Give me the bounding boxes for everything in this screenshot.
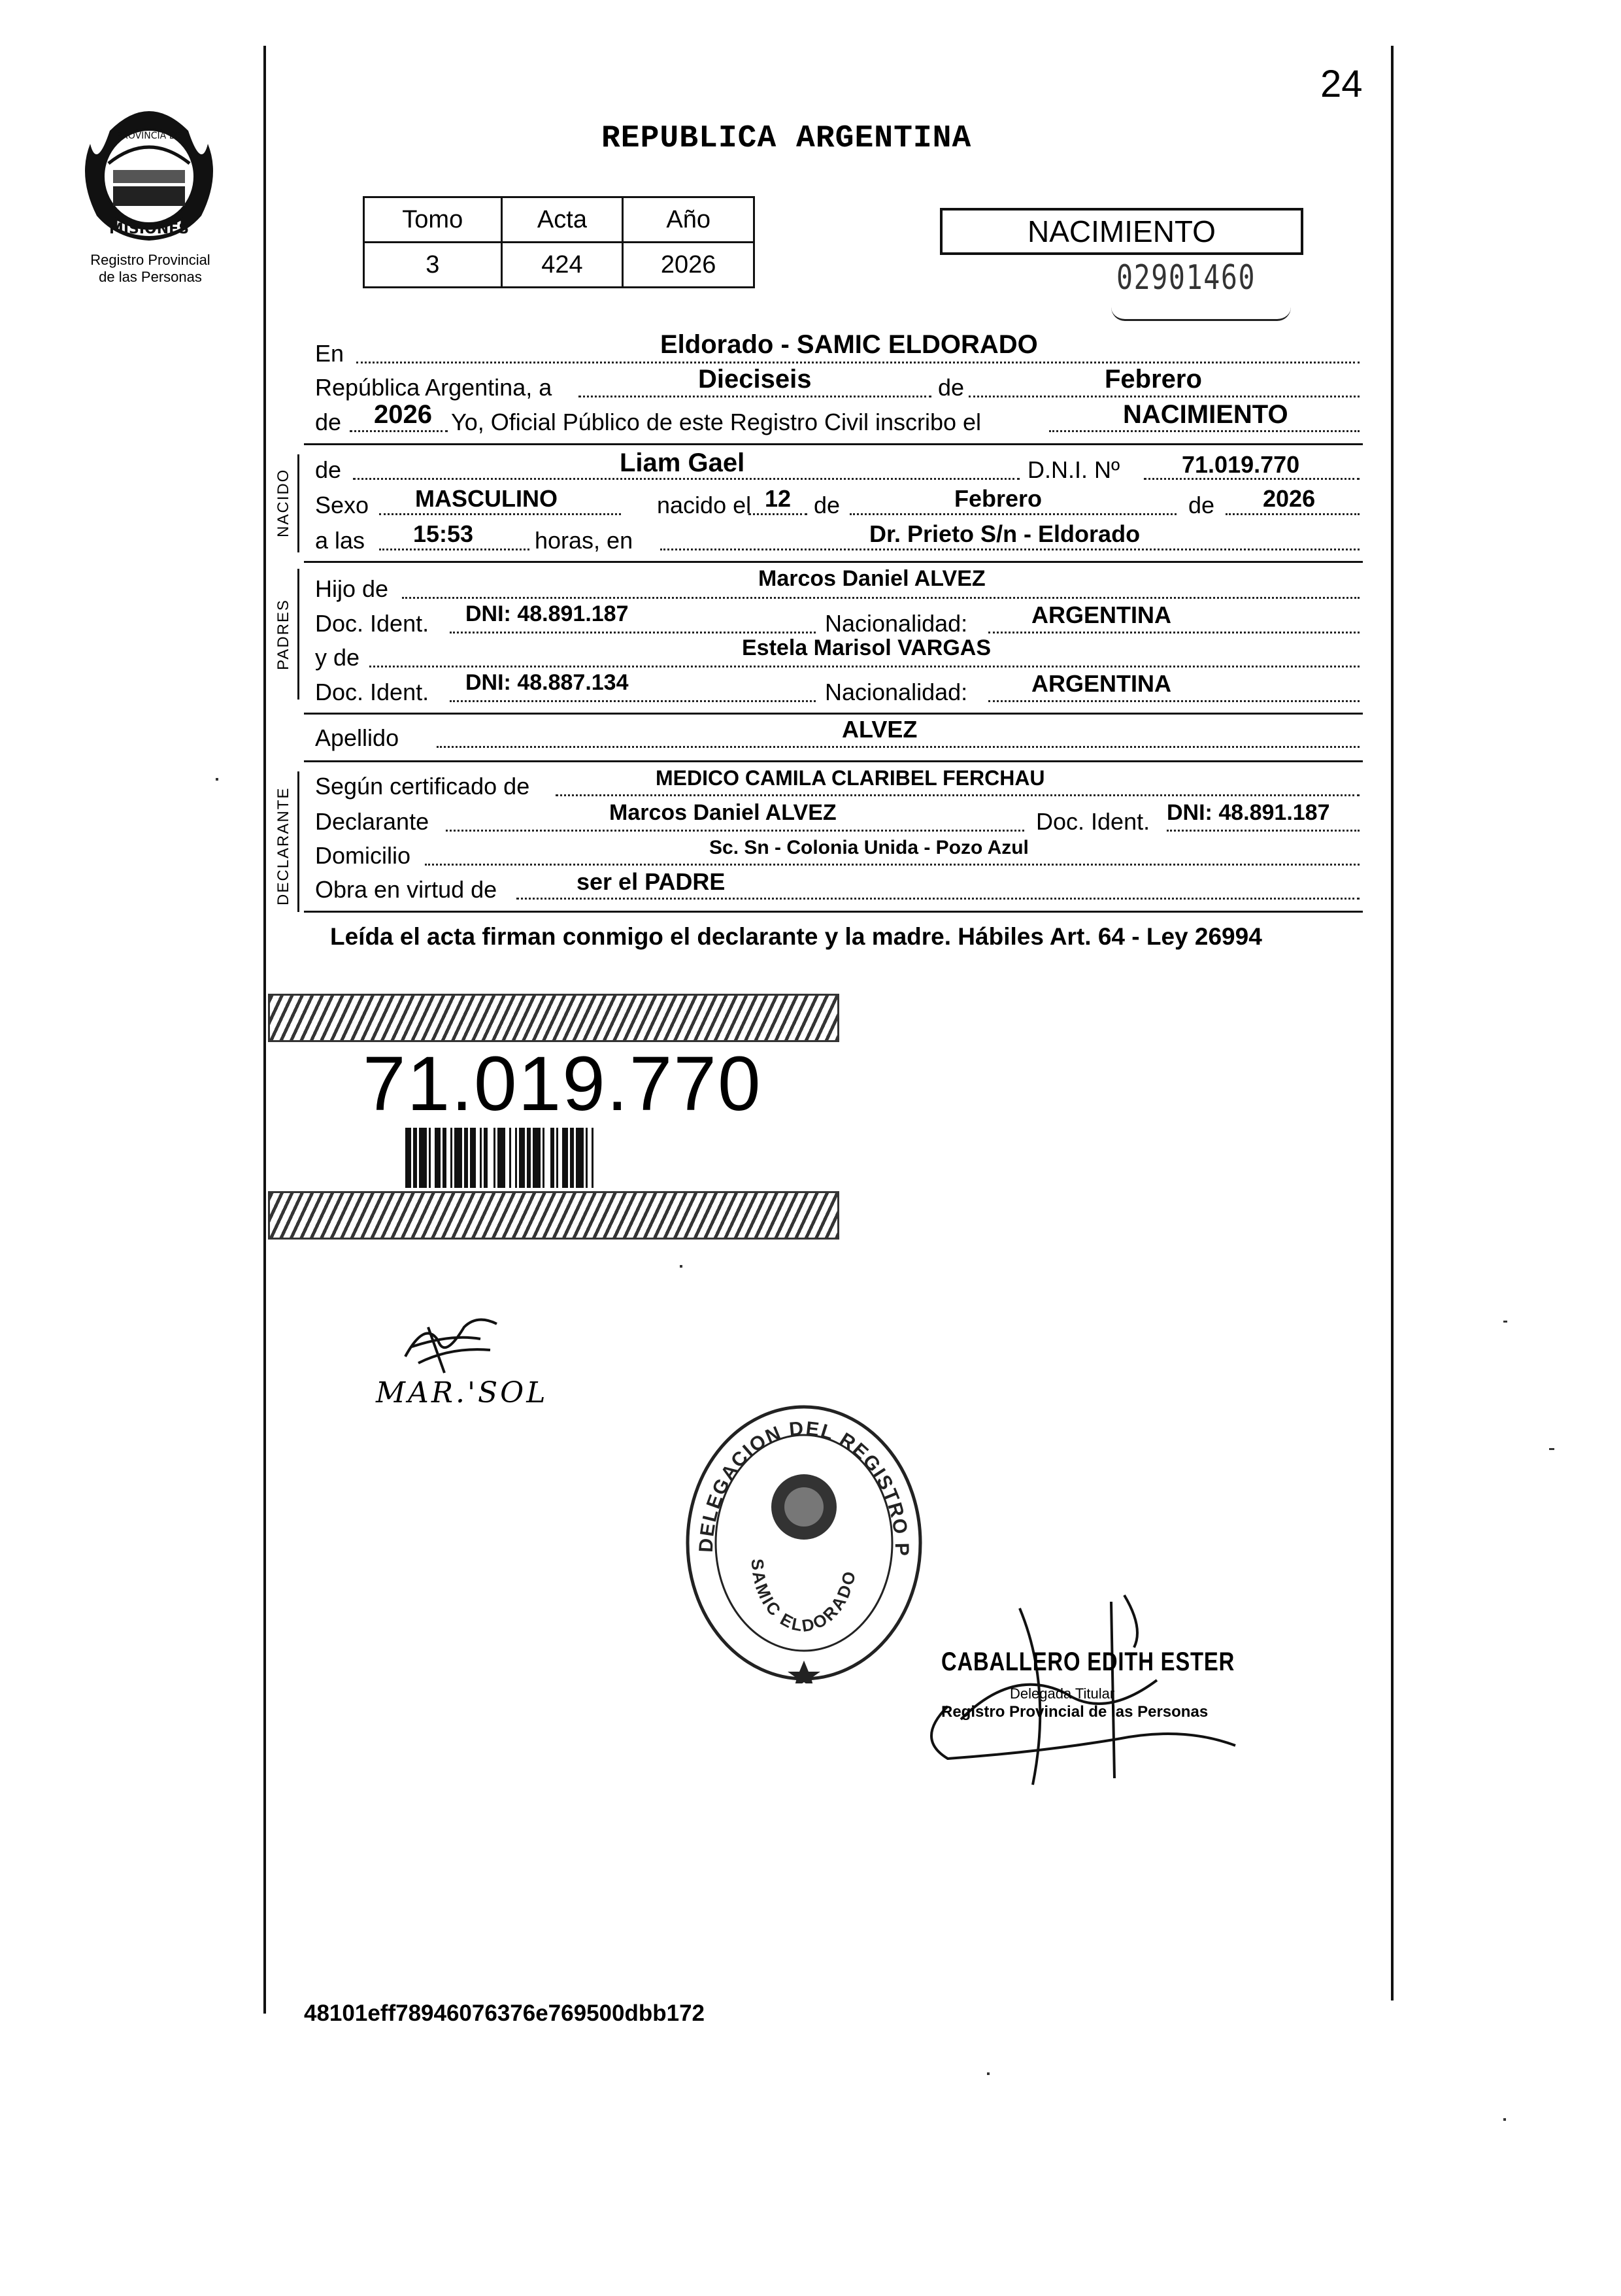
sexo-value: MASCULINO: [415, 485, 558, 512]
dni-label: D.N.I. Nº: [1028, 456, 1120, 483]
doc-type-label: NACIMIENTO: [1028, 214, 1216, 248]
mother-nat-label: Nacionalidad:: [825, 679, 968, 705]
acta-value-anio: 2026: [623, 243, 754, 288]
declarante-value: Marcos Daniel ALVEZ: [609, 800, 837, 825]
birth-year-value: 2026: [1263, 485, 1316, 512]
barcode-bar: [592, 1128, 593, 1188]
horas-en-label: horas, en: [535, 527, 633, 554]
logo-caption: [62, 252, 239, 286]
father-nat-dots: [988, 632, 1360, 633]
acta-value-acta: 424: [501, 243, 623, 288]
a-las-label: a las: [315, 527, 365, 554]
scan-speck: [1503, 2118, 1506, 2121]
divider-1: [304, 443, 1363, 445]
birth-day-value: 12: [765, 485, 792, 512]
barcode-bar: [586, 1128, 588, 1188]
barcode-bar: [497, 1128, 505, 1188]
birth-month-dots: [850, 513, 1177, 515]
de-label-4: de: [1188, 492, 1215, 518]
stamp-seal-icon: [683, 1402, 925, 1683]
father-doc-value: DNI: 48.891.187: [465, 601, 629, 626]
barcode-bar: [450, 1128, 452, 1188]
divider-3: [304, 713, 1363, 715]
nacido-el-label: nacido el: [657, 492, 752, 518]
declarante-doc-dots: [1167, 830, 1360, 832]
barcode-bar: [493, 1128, 495, 1188]
footer-hash: 48101eff78946076376e769500dbb172: [304, 2001, 705, 2026]
birth-day-dots: [748, 513, 807, 515]
declarante-section-label: DECLARANTE: [275, 786, 292, 905]
id-number: 71.019.770: [363, 1041, 762, 1127]
certificado-dots: [556, 794, 1360, 796]
right-margin-line: [1391, 46, 1394, 2001]
acta-header-acta: Acta: [501, 197, 623, 243]
inscribo-dots: [1049, 430, 1360, 432]
left-margin-line: [263, 46, 266, 2014]
acta-table-header-row: [364, 197, 754, 243]
mother-signature: [366, 1301, 536, 1386]
barcode-bar: [464, 1128, 468, 1188]
barcode-bar: [435, 1128, 441, 1188]
father-dots: [402, 597, 1360, 599]
year-value: 2026: [374, 400, 432, 429]
mother-signature-text: MAR.'SOL: [376, 1376, 548, 1410]
de-label-3: de: [814, 492, 841, 518]
declarante-doc-value: DNI: 48.891.187: [1167, 800, 1330, 825]
mother-doc-dots: [450, 700, 816, 702]
page-title: REPUBLICA ARGENTINA: [601, 121, 972, 156]
barcode-bar: [515, 1128, 517, 1188]
scan-speck: [1503, 1321, 1507, 1323]
id-band-bottom: [268, 1191, 839, 1240]
father-doc-dots: [450, 632, 816, 633]
en-dots: [356, 362, 1360, 363]
birth-month-value: Febrero: [954, 485, 1043, 512]
name-dots: [353, 478, 1020, 480]
scan-speck: [680, 1265, 682, 1268]
serial-number: 02901460: [1116, 258, 1256, 297]
provincial-logo: [77, 105, 221, 248]
republica-label: República Argentina, a: [315, 374, 552, 401]
mother-name-value: Estela Marisol VARGAS: [742, 635, 992, 660]
domicilio-label: Domicilio: [315, 842, 411, 869]
domicilio-dots: [425, 864, 1360, 866]
domicilio-value: Sc. Sn - Colonia Unida - Pozo Azul: [709, 837, 1029, 858]
month-value: Febrero: [1105, 365, 1202, 394]
barcode-bar: [509, 1128, 511, 1188]
barcode-bar: [419, 1128, 427, 1188]
page-number: 24: [1320, 63, 1363, 105]
mother-nat-value: ARGENTINA: [1031, 670, 1171, 697]
closing-text: Leída el acta firman conmigo el declarante y la madre. Hábiles Art. 64 - Ley 26994: [330, 923, 1262, 950]
svg-text:SAMIC ELDORADO: [748, 1558, 860, 1636]
time-value: 15:53: [413, 520, 474, 547]
declarante-dots: [446, 830, 1024, 832]
doc-type-box: [940, 208, 1303, 255]
scan-speck: [987, 2072, 990, 2075]
barcode-bar: [429, 1128, 431, 1188]
barcode-bar: [533, 1128, 541, 1188]
official-role: Delegada Titular: [1010, 1685, 1115, 1702]
barcode-bar: [413, 1128, 417, 1188]
acta-table: [363, 196, 755, 288]
child-name-value: Liam Gael: [620, 448, 745, 477]
barcode-bar: [454, 1128, 462, 1188]
en-label: En: [315, 340, 344, 367]
official-office: Registro Provincial de las Personas: [941, 1703, 1209, 1721]
signature-scribble-icon: [366, 1301, 536, 1386]
mother-doc-label: Doc. Ident.: [315, 679, 429, 705]
serial-underline: [1111, 307, 1291, 321]
father-doc-label: Doc. Ident.: [315, 610, 429, 637]
coat-of-arms-icon: [77, 105, 221, 248]
barcode-bar: [543, 1128, 544, 1188]
stamp-outer-text: DELEGACION DEL REGISTRO P: [695, 1417, 913, 1558]
time-dots: [379, 549, 529, 550]
oficial-text: Yo, Oficial Público de este Registro Civil inscribo el: [451, 409, 982, 435]
mother-dots: [369, 666, 1360, 667]
certificado-label: Según certificado de: [315, 773, 530, 800]
official-name: CABALLERO EDITH ESTER: [941, 1647, 1235, 1676]
obra-label: Obra en virtud de: [315, 876, 497, 903]
barcode-bar: [443, 1128, 446, 1188]
svg-text:PROVINCIA DE: PROVINCIA DE: [116, 131, 182, 141]
de-label-2: de: [315, 409, 342, 435]
month-dots: [969, 396, 1360, 397]
barcode-bar: [570, 1128, 574, 1188]
apellido-dots: [437, 746, 1360, 748]
padres-bracket: [297, 569, 299, 700]
en-value: Eldorado - SAMIC ELDORADO: [660, 330, 1038, 359]
obra-dots: [516, 898, 1360, 900]
divider-4: [304, 760, 1363, 762]
day-value: Dieciseis: [698, 365, 812, 394]
scan-speck: [216, 778, 218, 781]
hijo-de-label: Hijo de: [315, 575, 389, 602]
declarante-label: Declarante: [315, 808, 429, 835]
barcode-bar: [562, 1128, 568, 1188]
acta-value-tomo: 3: [364, 243, 502, 288]
id-band-top: [268, 994, 839, 1042]
nacido-section-label: NACIDO: [275, 468, 292, 537]
birth-year-dots: [1226, 513, 1360, 515]
acta-table-value-row: [364, 243, 754, 288]
mother-nat-dots: [988, 700, 1360, 702]
nacido-bracket: [297, 454, 299, 552]
father-name-value: Marcos Daniel ALVEZ: [758, 566, 986, 591]
certificado-value: MEDICO CAMILA CLARIBEL FERCHAU: [656, 766, 1045, 790]
scan-speck: [1549, 1448, 1554, 1450]
apellido-value: ALVEZ: [842, 716, 918, 743]
barcode-bar: [484, 1128, 488, 1188]
declarante-bracket: [297, 771, 299, 912]
father-nat-value: ARGENTINA: [1031, 601, 1171, 628]
inscribo-value: NACIMIENTO: [1123, 400, 1288, 429]
official-stamp: [683, 1402, 925, 1683]
dni-value: 71.019.770: [1182, 451, 1300, 478]
barcode-bar: [470, 1128, 476, 1188]
nacido-de-label: de: [315, 456, 342, 483]
divider-2: [304, 561, 1363, 563]
barcode-bar: [550, 1128, 554, 1188]
day-dots: [578, 396, 931, 397]
obra-value: ser el PADRE: [577, 868, 726, 895]
mother-doc-value: DNI: 48.887.134: [465, 670, 629, 695]
divider-5: [304, 911, 1363, 913]
apellido-label: Apellido: [315, 724, 399, 751]
barcode-icon: [405, 1128, 706, 1188]
place-value: Dr. Prieto S/n - Eldorado: [869, 520, 1141, 547]
sexo-label: Sexo: [315, 492, 369, 518]
year-dots: [350, 430, 448, 432]
barcode-bar: [527, 1128, 531, 1188]
barcode-bar: [405, 1128, 411, 1188]
logo-caption-line-2: de las Personas: [99, 269, 202, 285]
acta-header-tomo: Tomo: [364, 197, 502, 243]
barcode-bar: [480, 1128, 482, 1188]
de-label-1: de: [938, 374, 965, 401]
svg-text:MISIONES: MISIONES: [109, 221, 190, 237]
logo-caption-line-1: Registro Provincial: [90, 252, 210, 268]
father-nat-label: Nacionalidad:: [825, 610, 968, 637]
stamp-inner-text: SAMIC ELDORADO: [747, 1558, 860, 1636]
padres-section-label: PADRES: [275, 599, 292, 670]
barcode-bar: [556, 1128, 558, 1188]
y-de-label: y de: [315, 644, 360, 671]
place-dots: [660, 549, 1360, 550]
declarante-doc-label: Doc. Ident.: [1036, 808, 1150, 835]
acta-header-anio: Año: [623, 197, 754, 243]
sexo-dots: [379, 513, 621, 515]
barcode-bar: [519, 1128, 525, 1188]
barcode: [405, 1128, 706, 1188]
barcode-bar: [576, 1128, 584, 1188]
